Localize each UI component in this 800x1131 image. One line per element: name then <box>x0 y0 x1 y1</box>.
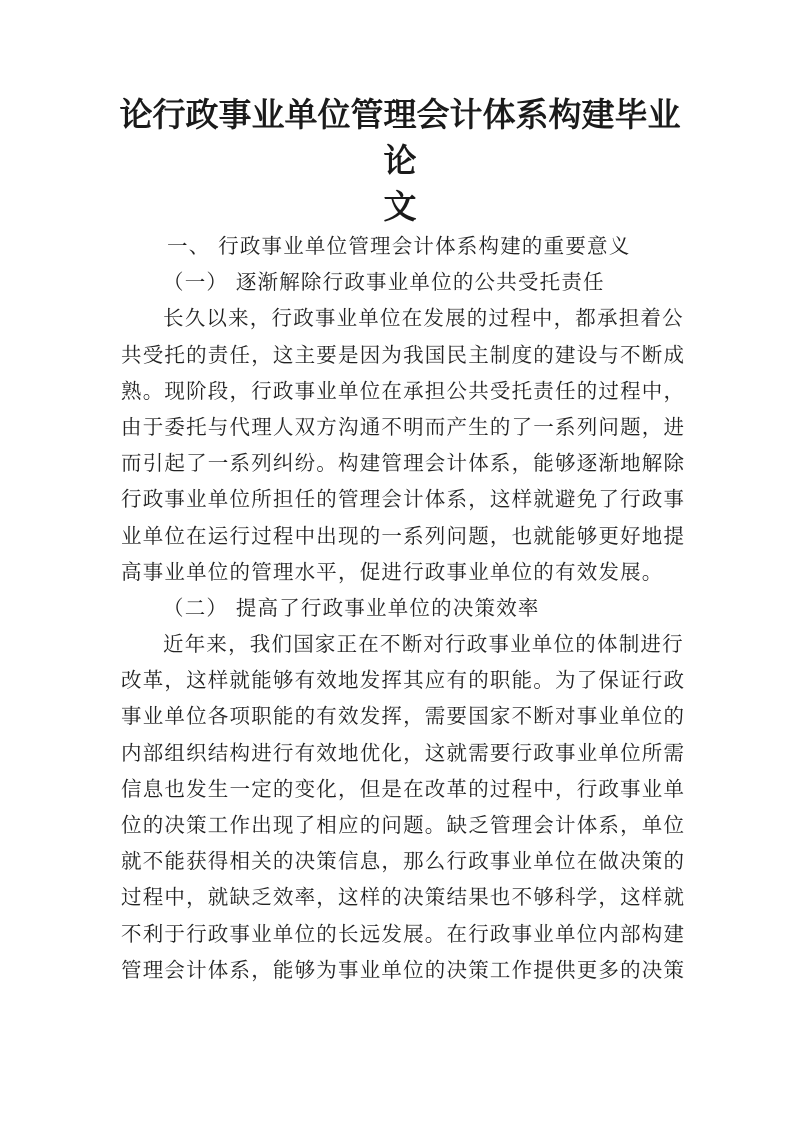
paragraph-line: 行政事业单位所担任的管理会计体系，这样就避免了行政事 <box>121 487 686 512</box>
paragraph-line: 不利于行政事业单位的长远发展。在行政事业单位内部构建 <box>121 921 686 946</box>
paragraph-line: 长久以来，行政事业单位在发展的过程中，都承担着公 <box>163 306 684 331</box>
paragraph-line: 信息也发生一定的变化，但是在改革的过程中，行政事业单 <box>121 776 686 801</box>
subsection-heading-2: （二） 提高了行政事业单位的决策效率 <box>163 595 540 620</box>
paragraph-line: 由于委托与代理人双方沟通不明而产生的了一系列问题，进 <box>121 414 686 439</box>
title-line-2: 文 <box>383 187 417 226</box>
subsection-heading-1: （一） 逐渐解除行政事业单位的公共受托责任 <box>163 270 605 295</box>
paragraph-line: 改革，这样就能够有效地发挥其应有的职能。为了保证行政 <box>121 668 686 693</box>
paragraph-line: 熟。现阶段，行政事业单位在承担公共受托责任的过程中， <box>121 378 686 403</box>
title-line-1: 论行政事业单位管理会计体系构建毕业论 <box>119 95 681 180</box>
section-heading-1: 一、 行政事业单位管理会计体系构建的重要意义 <box>167 234 631 258</box>
paragraph-line: 过程中，就缺乏效率，这样的决策结果也不够科学，这样就 <box>121 885 686 910</box>
paragraph-line: 共受托的责任，这主要是因为我国民主制度的建设与不断成 <box>121 342 686 367</box>
paragraph-line: 事业单位各项职能的有效发挥，需要国家不断对事业单位的 <box>121 704 686 729</box>
paragraph-line: 管理会计体系，能够为事业单位的决策工作提供更多的决策 <box>121 957 686 982</box>
document-title <box>110 92 690 230</box>
paragraph-line: 近年来，我们国家正在不断对行政事业单位的体制进行 <box>163 632 684 657</box>
paragraph-line: 业单位在运行过程中出现的一系列问题，也就能够更好地提 <box>121 523 686 548</box>
paragraph-line: 位的决策工作出现了相应的问题。缺乏管理会计体系，单位 <box>121 813 686 837</box>
paragraph-line: 而引起了一系列纠纷。构建管理会计体系，能够逐渐地解除 <box>121 451 686 476</box>
paragraph-line: 内部组织结构进行有效地优化，这就需要行政事业单位所需 <box>121 740 686 765</box>
document-body <box>121 228 687 988</box>
paragraph-line: 高事业单位的管理水平，促进行政事业单位的有效发展。 <box>121 559 664 584</box>
paragraph-line: 就不能获得相关的决策信息，那么行政事业单位在做决策的 <box>121 849 686 874</box>
